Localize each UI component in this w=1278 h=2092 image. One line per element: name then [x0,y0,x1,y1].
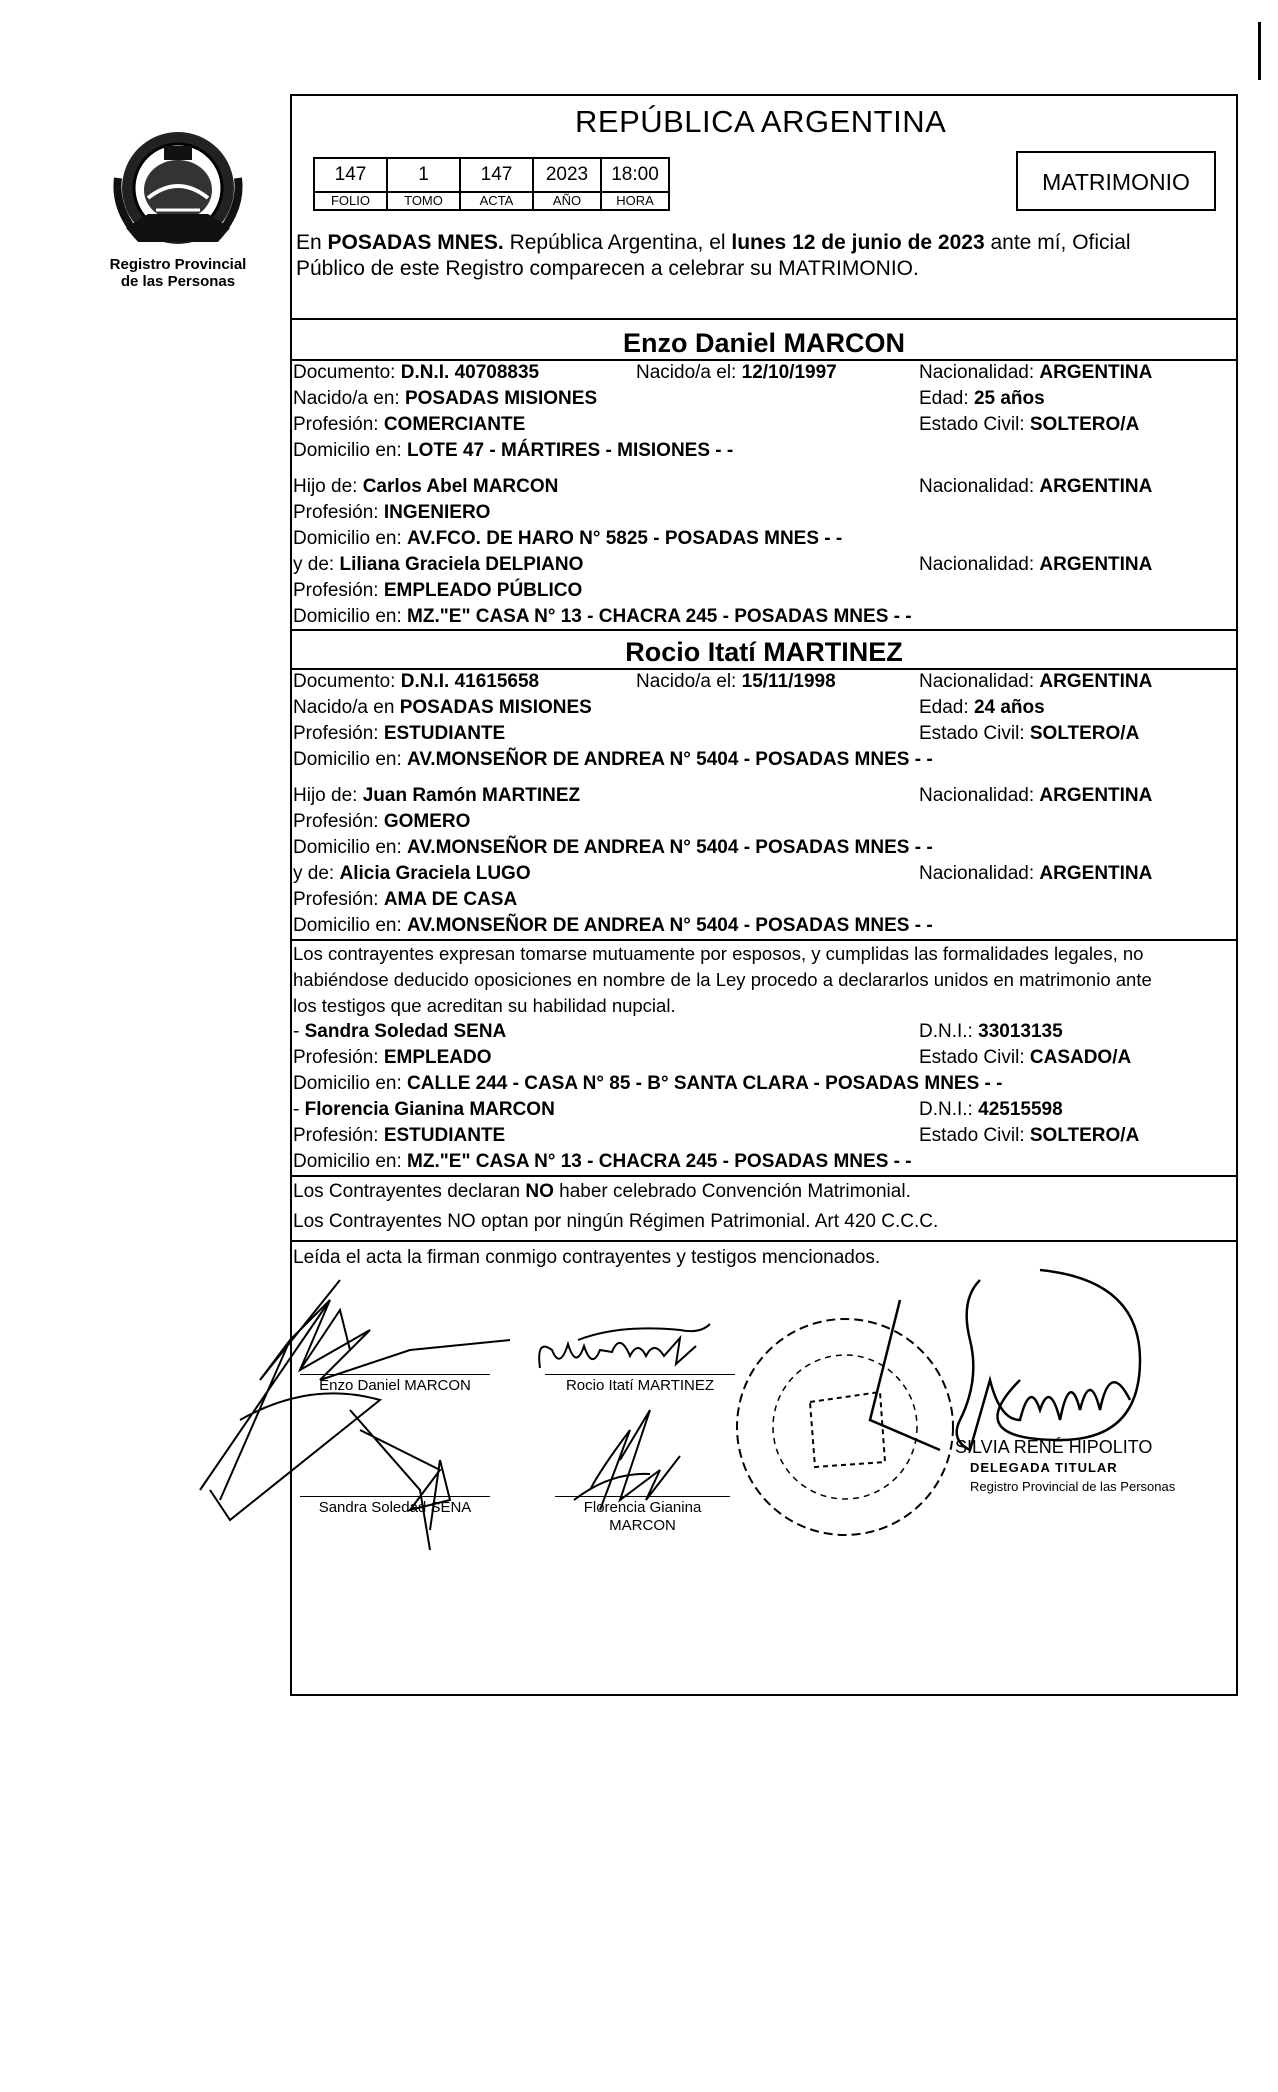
spouse1-mother-dom: MZ."E" CASA N° 13 - CHACRA 245 - POSADAS MNES - - [407,606,912,627]
spouse1-name: Enzo Daniel MARCON [622,328,905,358]
spouse1-father-prof: INGENIERO [383,502,491,523]
spouse2-civil: SOLTERO/A [1029,723,1140,744]
spouse1-row-mother-prof: Profesión: EMPLEADO PÚBLICO [293,580,583,601]
witness2-sign-line [555,1496,730,1497]
folio-value: 147 [314,158,387,192]
spouse2-mother-nat: ARGENTINA [1039,863,1153,884]
act-type-box [1016,151,1216,211]
spouse2-row-prof: Profesión: ESTUDIANTE Estado Civil: SOLTERO/A [293,723,1140,744]
regime-line-2: Los Contrayentes NO optan por ningún Régimen Patrimonial. Art 420 C.C.C. [293,1211,939,1232]
witness2-signature [574,1410,680,1510]
intro-line-2: Público de este Registro comparecen a celebrar su MATRIMONIO. [296,257,919,280]
spouse1-row-prof: Profesión: COMERCIANTE Estado Civil: SOLTERO/A [293,414,1140,435]
provincial-coat-of-arms-icon [108,118,248,258]
margin-mark [1258,22,1261,80]
spouse2-row-father-prof: Profesión: GOMERO [293,811,471,832]
spouse1-row-doc: Documento: D.N.I. 40708835 Nacido/a el: 12/10/1997 Nacionalidad: ARGENTINA [293,362,1153,383]
intro-line-1: En POSADAS MNES. República Argentina, el lunes 12 de junio de 2023 ante mí, Oficial [296,231,1131,254]
spouse2-born: 15/11/1998 [741,671,836,692]
divider-signatures [290,1240,1238,1242]
spouse2-age: 24 años [973,697,1045,718]
spouse2-name: Rocio Itatí MARTINEZ [625,637,903,667]
witness2-name: Florencia Gianina MARCON [304,1099,555,1120]
witness2-dni: 42515598 [978,1099,1063,1120]
spouse1-mother-prof: EMPLEADO PÚBLICO [383,580,583,601]
witness2-row-dom: Domicilio en: MZ."E" CASA N° 13 - CHACRA 245 - POSADAS MNES - - [293,1151,912,1172]
witness1-name: Sandra Soledad SENA [304,1021,507,1042]
witness2-civil: SOLTERO/A [1029,1125,1140,1146]
witness1-sign-label: Sandra Soledad SENA [318,1499,472,1516]
witness1-signature [350,1410,450,1550]
spouse2-prof: ESTUDIANTE [383,723,506,744]
spouse1-prof: COMERCIANTE [383,414,526,435]
spouse1-row-father-prof: Profesión: INGENIERO [293,502,491,523]
spouse1-signature [200,1280,510,1520]
spouse2-mother-dom: AV.MONSEÑOR DE ANDREA N° 5404 - POSADAS MNES - - [407,915,933,936]
spouse1-sign-line [300,1374,490,1375]
witness2-row-prof: Profesión: ESTUDIANTE Estado Civil: SOLTERO/A [293,1125,1140,1146]
declaration-line-3: los testigos que acreditan su habilidad nupcial. [293,995,676,1016]
spouse2-mother-prof: AMA DE CASA [383,889,518,910]
regime-line-1: Los Contrayentes declaran NO haber celebrado Convención Matrimonial. [293,1181,911,1202]
spouse1-row-father: Hijo de: Carlos Abel MARCON Nacionalidad: ARGENTINA [293,476,1153,497]
spouse1-row-dom: Domicilio en: LOTE 47 - MÁRTIRES - MISIONES - - [293,440,734,461]
act-type-label: MATRIMONIO [1042,169,1190,195]
official-org: Registro Provincial de las Personas [970,1479,1176,1494]
declaration-line-1: Los contrayentes expresan tomarse mutuamente por esposos, y cumplidas las formalidades legales, no [293,943,1144,964]
official-name: SILVIA RENÉ HIPOLITO [955,1437,1153,1457]
witness1-dni: 33013135 [978,1021,1063,1042]
witness1-row-name: - Sandra Soledad SENA D.N.I.: 33013135 [293,1021,1063,1042]
acta-label: ACTA [460,192,533,210]
tomo-label: TOMO [387,192,460,210]
folio-label: FOLIO [314,192,387,210]
spouse1-dom: LOTE 47 - MÁRTIRES - MISIONES - - [407,440,734,461]
logo-caption-1: Registro Provincial [109,256,247,273]
witness1-row-dom: Domicilio en: CALLE 244 - CASA N° 85 - B° SANTA CLARA - POSADAS MNES - - [293,1073,1003,1094]
divider-regime [290,1175,1238,1177]
divider-intro [290,318,1238,320]
witness2-dom: MZ."E" CASA N° 13 - CHACRA 245 - POSADAS MNES - - [407,1151,912,1172]
divider-spouse2 [290,629,1238,631]
hour-label: HORA [601,192,669,210]
spouse1-birthplace: POSADAS MISIONES [404,388,598,409]
spouse1-doc: D.N.I. 40708835 [400,362,540,383]
spouse2-row-father-dom: Domicilio en: AV.MONSEÑOR DE ANDREA N° 5404 - POSADAS MNES - - [293,837,933,858]
spouse1-sign-label: Enzo Daniel MARCON [319,1377,471,1394]
divider-declaration [290,939,1238,941]
logo-caption-2: de las Personas [120,273,236,290]
spouse1-row-father-dom: Domicilio en: AV.FCO. DE HARO N° 5825 - POSADAS MNES - - [293,528,843,549]
spouse1-mother: Liliana Graciela DELPIANO [339,554,584,575]
spouse1-civil: SOLTERO/A [1029,414,1140,435]
witness1-prof: EMPLEADO [383,1047,492,1068]
signatures-intro: Leída el acta la firman conmigo contrayentes y testigos mencionados. [293,1247,881,1268]
witness1-dom: CALLE 244 - CASA N° 85 - B° SANTA CLARA - POSADAS MNES - - [407,1073,1003,1094]
spouse1-nat: ARGENTINA [1039,362,1153,383]
intro-date: lunes 12 de junio de 2023 [731,231,985,254]
spouse2-row-mother-prof: Profesión: AMA DE CASA [293,889,518,910]
spouse2-sign-line [545,1374,735,1375]
spouse2-row-birthplace: Nacido/a en POSADAS MISIONES Edad: 24 años [293,697,1045,718]
spouse1-father-nat: ARGENTINA [1039,476,1153,497]
spouse1-row-birthplace: Nacido/a en: POSADAS MISIONES Edad: 25 años [293,388,1045,409]
spouse1-born: 12/10/1997 [741,362,837,383]
official-role: DELEGADA TITULAR [970,1460,1118,1475]
spouse2-father-dom: AV.MONSEÑOR DE ANDREA N° 5404 - POSADAS MNES - - [407,837,933,858]
witness1-civil: CASADO/A [1029,1047,1132,1068]
spouse1-father-dom: AV.FCO. DE HARO N° 5825 - POSADAS MNES - - [407,528,843,549]
year-value: 2023 [533,158,601,192]
spouse2-nat: ARGENTINA [1039,671,1153,692]
declaration-line-2: habiéndose deducido oposiciones en nombre de la Ley procedo a declararlos unidos en matrimonio ante [293,969,1152,990]
spouse2-mother: Alicia Graciela LUGO [339,863,531,884]
spouse2-father-nat: ARGENTINA [1039,785,1153,806]
spouse2-row-dom: Domicilio en: AV.MONSEÑOR DE ANDREA N° 5404 - POSADAS MNES - - [293,749,933,770]
act-number-table [313,157,670,211]
tomo-value: 1 [387,158,460,192]
witness2-sign-label: Florencia Gianina MARCON [583,1499,702,1534]
spouse2-row-mother: y de: Alicia Graciela LUGO Nacionalidad: ARGENTINA [293,863,1153,884]
spouse2-signature [539,1324,710,1368]
spouse2-row-father: Hijo de: Juan Ramón MARTINEZ Nacionalidad: ARGENTINA [293,785,1153,806]
spouse1-row-mother: y de: Liliana Graciela DELPIANO Nacionalidad: ARGENTINA [293,554,1153,575]
official-seal-icon [730,1312,960,1542]
spouse1-mother-nat: ARGENTINA [1039,554,1153,575]
spouse2-birthplace: POSADAS MISIONES [399,697,592,718]
acta-value: 147 [460,158,533,192]
hour-value: 18:00 [601,158,669,192]
spouse2-row-mother-dom: Domicilio en: AV.MONSEÑOR DE ANDREA N° 5404 - POSADAS MNES - - [293,915,933,936]
spouse2-row-doc: Documento: D.N.I. 41615658 Nacido/a el: 15/11/1998 Nacionalidad: ARGENTINA [293,671,1153,692]
spouse1-father: Carlos Abel MARCON [362,476,559,497]
registry-logo [108,118,248,258]
spouse2-doc: D.N.I. 41615658 [400,671,540,692]
witness1-row-prof: Profesión: EMPLEADO Estado Civil: CASADO/A [293,1047,1132,1068]
spouse1-age: 25 años [973,388,1045,409]
spouse2-father: Juan Ramón MARTINEZ [362,785,581,806]
spouse1-row-mother-dom: Domicilio en: MZ."E" CASA N° 13 - CHACRA 245 - POSADAS MNES - - [293,606,912,627]
witness2-row-name: - Florencia Gianina MARCON D.N.I.: 42515598 [293,1099,1063,1120]
country-title: REPÚBLICA ARGENTINA [575,104,947,139]
spouse2-dom: AV.MONSEÑOR DE ANDREA N° 5404 - POSADAS MNES - - [407,749,933,770]
year-label: AÑO [533,192,601,210]
intro-place: POSADAS MNES. [327,231,504,254]
witness2-prof: ESTUDIANTE [383,1125,506,1146]
witness1-sign-line [300,1496,490,1497]
spouse2-father-prof: GOMERO [383,811,471,832]
spouse2-sign-label: Rocio Itatí MARTINEZ [565,1377,715,1394]
